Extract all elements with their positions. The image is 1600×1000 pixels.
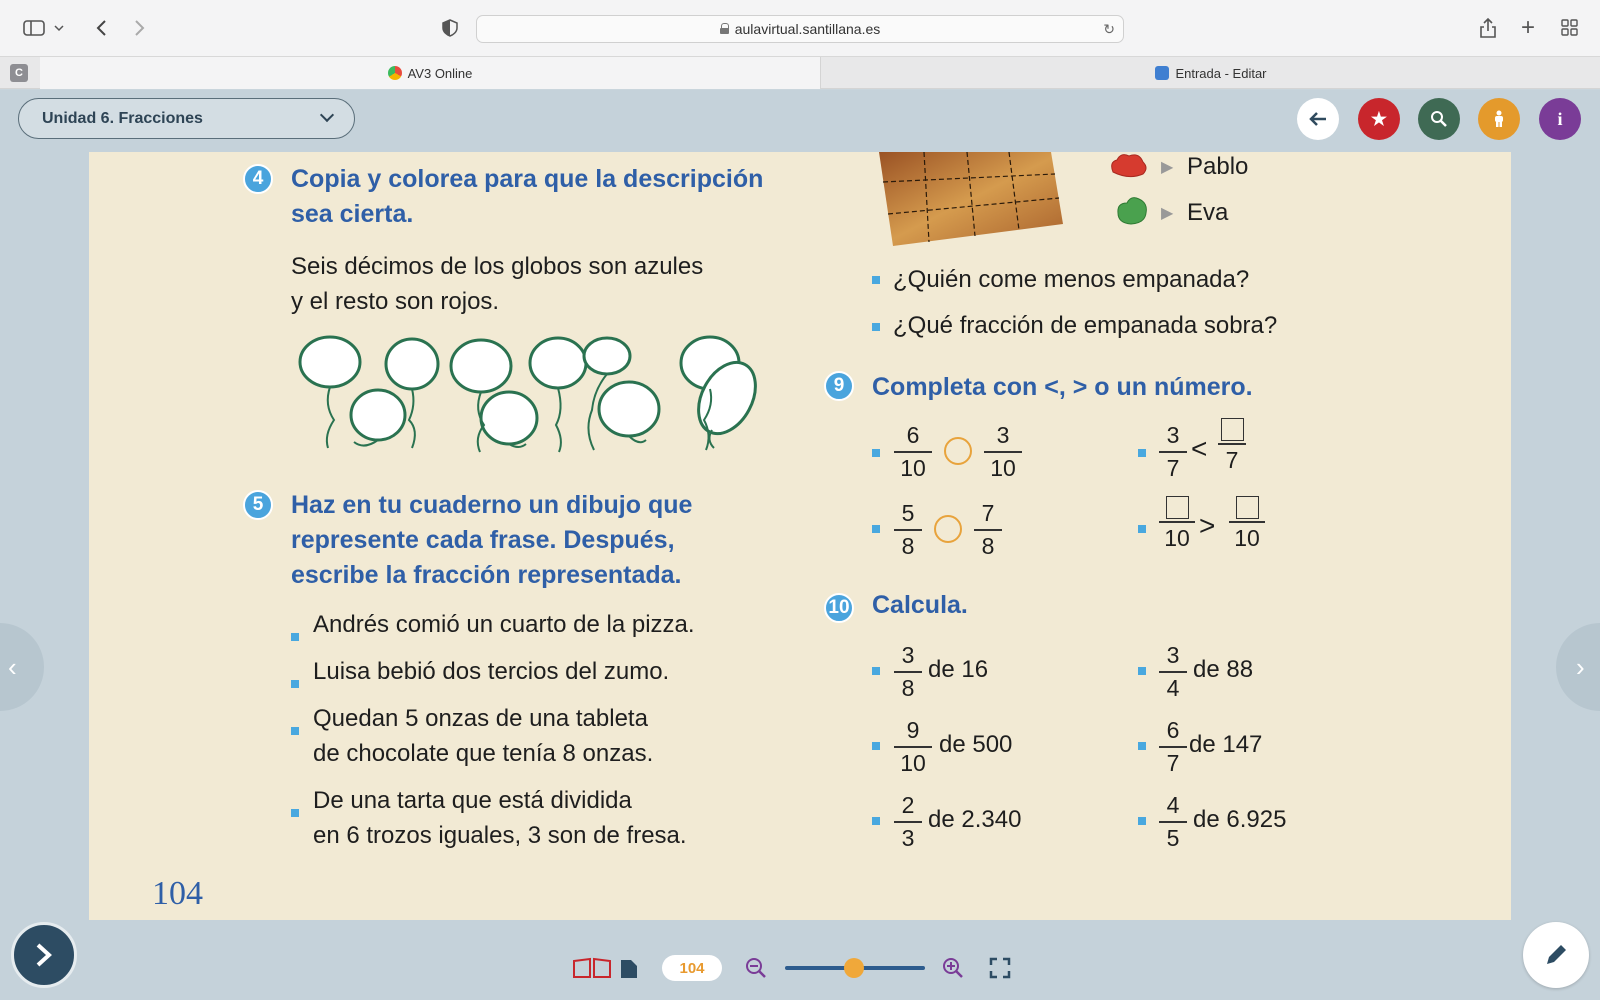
back-button[interactable] (1297, 98, 1339, 140)
zoom-slider-handle[interactable] (844, 958, 864, 978)
bullet (1138, 667, 1146, 675)
zoom-out-icon[interactable] (745, 957, 767, 984)
exercise-4-text-line2: y el resto son rojos. (291, 288, 500, 315)
legend-name: Eva (1187, 199, 1229, 226)
exercise-number-badge: 4 (243, 164, 273, 194)
fraction: 5 8 (894, 500, 922, 560)
share-icon[interactable] (1476, 16, 1500, 40)
sidebar-toggle-icon[interactable] (22, 16, 46, 40)
bullet (1138, 742, 1146, 750)
fraction: 3 4 (1159, 642, 1187, 702)
tab-bar (0, 57, 1600, 89)
blank-box[interactable] (1166, 496, 1189, 519)
calc-text: de 2.340 (928, 806, 1022, 833)
bullet (872, 276, 880, 284)
blogger-favicon-icon (1155, 66, 1169, 80)
star-icon: ★ (1370, 108, 1388, 129)
bullet (291, 680, 299, 688)
book-page (89, 152, 1511, 920)
calc-text: de 6.925 (1193, 806, 1287, 833)
new-tab-icon[interactable]: + (1520, 14, 1535, 41)
fullscreen-icon[interactable] (989, 957, 1011, 984)
next-page-button[interactable] (1556, 623, 1600, 711)
calc-text: de 88 (1193, 656, 1254, 683)
play-arrow-icon: ▶ (1161, 159, 1174, 176)
exercise-5-title-line1: Haz en tu cuaderno un dibujo que (291, 491, 693, 519)
unit-dropdown[interactable] (18, 98, 355, 139)
question: ¿Qué fracción de empanada sobra? (893, 312, 1278, 339)
fraction: 10 (1229, 496, 1265, 552)
blank-box[interactable] (1236, 496, 1259, 519)
exercise-10-title: Calcula. (872, 591, 968, 619)
tab-entrada-editar[interactable] (822, 57, 1600, 89)
back-arrow-icon (1309, 112, 1327, 126)
exercise-4-title-line1: Copia y colorea para que la descripción (291, 165, 764, 193)
privacy-shield-icon[interactable] (438, 16, 462, 40)
page-number: 104 (152, 875, 203, 912)
double-page-icon[interactable] (572, 957, 612, 984)
bullet (1138, 525, 1146, 533)
calc-text: de 147 (1189, 731, 1263, 758)
search-button[interactable] (1418, 98, 1460, 140)
chevron-right-icon: › (1576, 651, 1585, 682)
fraction: 2 3 (894, 792, 922, 852)
fraction: 6 7 (1159, 717, 1187, 777)
accessibility-button[interactable] (1478, 98, 1520, 140)
info-icon: i (1557, 108, 1563, 129)
info-button[interactable] (1539, 98, 1581, 140)
tab-label: Entrada - Editar (1175, 65, 1267, 81)
chevron-down-icon[interactable] (52, 16, 66, 40)
bullet (291, 809, 299, 817)
single-page-icon[interactable] (619, 958, 639, 985)
balloons-illustration (294, 330, 764, 460)
av3-favicon-icon (388, 66, 402, 80)
annotate-button[interactable] (1523, 922, 1589, 988)
fraction: 10 (1159, 496, 1195, 552)
exercise-9-title: Completa con <, > o un número. (872, 373, 1253, 401)
accessibility-icon (1492, 110, 1506, 128)
bullet (1138, 449, 1146, 457)
bullet (872, 525, 880, 533)
play-arrow-icon: ▶ (1161, 205, 1174, 222)
favorites-button[interactable] (1358, 98, 1400, 140)
pinned-tab-badge[interactable]: C (10, 64, 28, 82)
empanada-illustration (879, 152, 1069, 248)
exercise-4-text-line1: Seis décimos de los globos son azules (291, 253, 704, 280)
comparison-operator: < (1191, 433, 1208, 464)
address-bar[interactable] (476, 15, 1124, 43)
lock-icon (720, 24, 729, 34)
eva-color-swatch (1115, 195, 1149, 227)
exercise-5-item-cont: de chocolate que tenía 8 onzas. (313, 740, 654, 767)
legend-name: Pablo (1187, 153, 1249, 180)
bullet (291, 633, 299, 641)
back-nav-icon[interactable] (89, 16, 113, 40)
browser-toolbar (0, 0, 1600, 57)
calc-text: de 500 (939, 731, 1013, 758)
bullet (872, 667, 880, 675)
exercise-5-item: Andrés comió un cuarto de la pizza. (313, 611, 695, 638)
unit-dropdown-label: Unidad 6. Fracciones (42, 109, 203, 127)
bullet (872, 742, 880, 750)
fraction: 3 8 (894, 642, 922, 702)
url-text: aulavirtual.santillana.es (734, 21, 881, 37)
exercise-5-item-cont: en 6 trozos iguales, 3 son de fresa. (313, 822, 687, 849)
bullet (872, 323, 880, 331)
exercise-5-title-line2: represente cada frase. Después, (291, 526, 675, 554)
bullet (1138, 817, 1146, 825)
zoom-in-icon[interactable] (942, 957, 964, 984)
blank-box[interactable] (1221, 418, 1244, 441)
comparison-operator: > (1199, 510, 1216, 541)
expand-menu-button[interactable] (11, 922, 77, 988)
tab-label: AV3 Online (407, 65, 473, 81)
fraction: 3 10 (984, 422, 1022, 482)
page-indicator[interactable]: 104 (662, 955, 722, 981)
bullet (291, 727, 299, 735)
fraction: 3 7 (1159, 422, 1187, 482)
tab-overview-icon[interactable] (1558, 16, 1582, 40)
question: ¿Quién come menos empanada? (893, 266, 1250, 293)
exercise-5-item: Quedan 5 onzas de una tableta (313, 705, 648, 732)
fraction: 6 10 (894, 422, 932, 482)
exercise-number-badge: 10 (824, 593, 854, 623)
bullet (872, 449, 880, 457)
exercise-5-item: De una tarta que está dividida (313, 787, 632, 814)
answer-circle[interactable] (944, 437, 972, 465)
fraction: 4 5 (1159, 792, 1187, 852)
exercise-number-badge: 9 (824, 371, 854, 401)
exercise-number-badge: 5 (243, 490, 273, 520)
viewer-area (0, 90, 1600, 1000)
fraction: 7 8 (974, 500, 1002, 560)
pencil-icon (1543, 942, 1569, 968)
chevron-down-icon (320, 108, 334, 122)
reload-icon[interactable]: ↻ (1103, 21, 1115, 37)
answer-circle[interactable] (934, 515, 962, 543)
chevron-left-icon: ‹ (8, 651, 17, 682)
fraction: 7 (1218, 418, 1246, 474)
fraction: 9 10 (894, 717, 932, 777)
exercise-4-title-line2: sea cierta. (291, 200, 414, 228)
exercise-5-item: Luisa bebió dos tercios del zumo. (313, 658, 670, 685)
search-icon (1430, 110, 1448, 128)
forward-nav-icon[interactable] (128, 16, 152, 40)
calc-text: de 16 (928, 656, 989, 683)
chevron-right-icon (33, 942, 55, 968)
bullet (872, 817, 880, 825)
tab-av3-online[interactable] (40, 57, 821, 89)
exercise-5-title-line3: escribe la fracción representada. (291, 561, 682, 589)
pablo-color-swatch (1109, 152, 1149, 180)
prev-page-button[interactable] (0, 623, 44, 711)
